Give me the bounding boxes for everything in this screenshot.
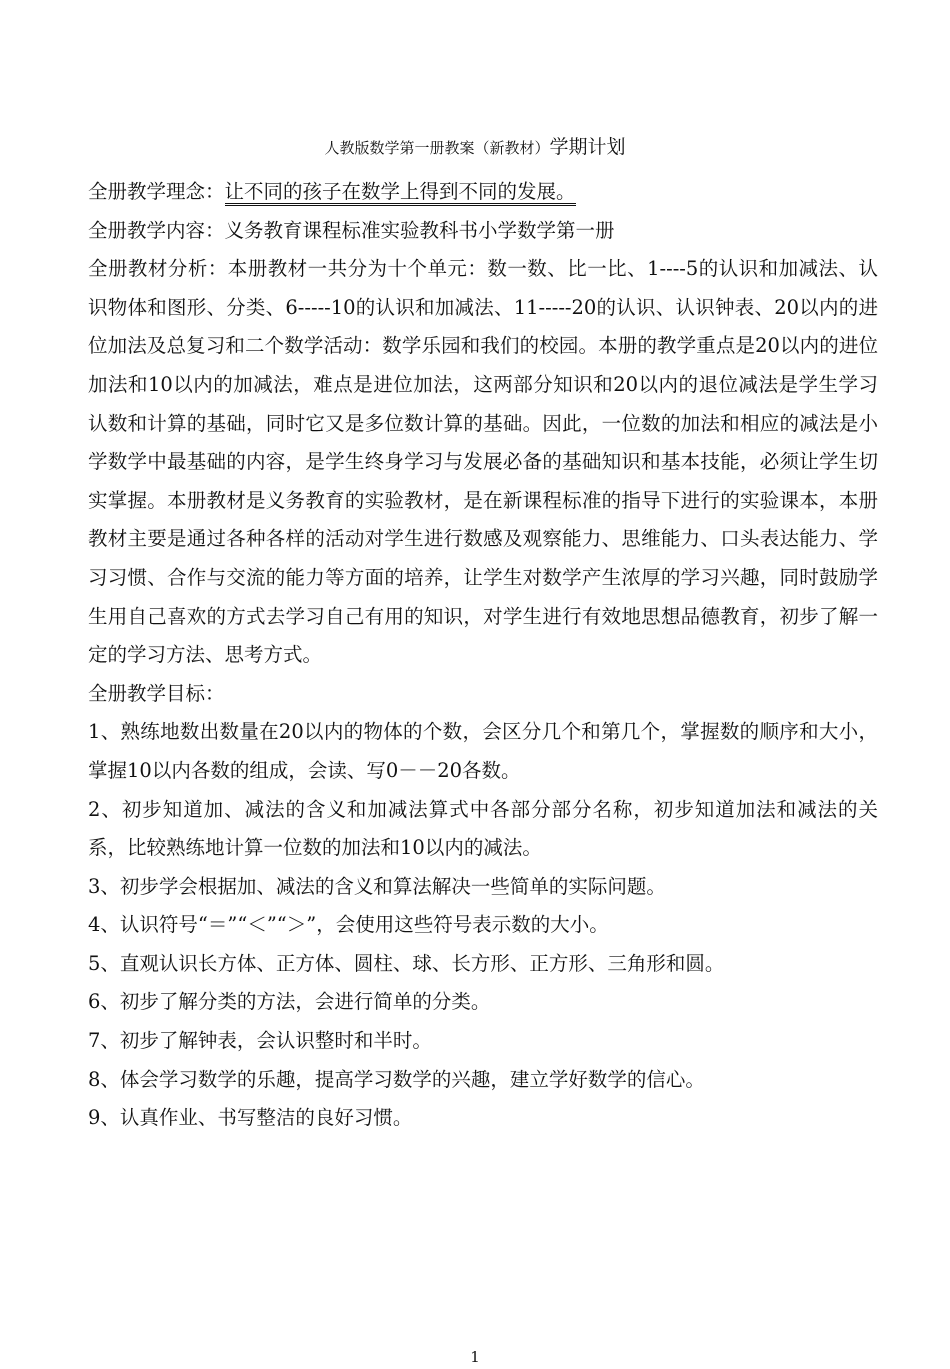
title-prefix: 人教版数学第一册教案（新教材） <box>324 139 550 157</box>
teaching-content <box>88 212 878 251</box>
document-title <box>0 133 950 162</box>
teaching-philosophy <box>88 173 878 212</box>
goal-item-8: 8、体会学习数学的乐趣，提高学习数学的兴趣，建立学好数学的信心。 <box>88 1067 705 1091</box>
document-body <box>88 173 878 1138</box>
title-main: 学期计划 <box>549 136 626 158</box>
teaching-philosophy-text: 让不同的孩子在数学上得到不同的发展。 <box>225 180 576 206</box>
goal-item-1: 1、熟练地数出数量在20以内的物体的个数，会区分几个和第几个，掌握数的顺序和大小，掌握10以内各数的组成，会读、写0－－20各数。 <box>88 720 878 782</box>
teaching-content-text: 义务教育课程标准实验教科书小学数学第一册 <box>224 218 615 242</box>
page-number: 1 <box>470 1348 480 1366</box>
goal-item-2: 2、初步知道加、减法的含义和加减法算式中各部分部分名称，初步知道加法和减法的关系，比较熟练地计算一位数的加法和10以内的减法。 <box>88 797 878 860</box>
goal-item-7: 7、初步了解钟表，会认识整时和半时。 <box>88 1029 432 1053</box>
goal-item-9: 9、认真作业、书写整洁的良好习惯。 <box>88 1106 413 1130</box>
teaching-philosophy-label: 全册教学理念： <box>88 180 225 203</box>
textbook-analysis: 全册教材分析：本册教材一共分为十个单元：数一数、比一比、1----5的认识和加减法、认识物体和图形、分类、6-----10的认识和加减法、11-----20的认识、认识钟表、20以内的进位加法及总复习和二个数学活动：数学乐园和我们的校园。本册的教学重点是20以内的进位加法和10以内的加减法，难点是进位加法，这两部分知识和20以内的退位减法是学生学习认数和计算的基础，同时它又是多位数计算的基础。因此，一位数的加法和相应的减法是小学数学中最基础的内容，是学生终身学习与发展必备的基础知识和基本技能，必须让学生切实掌握。本册教材是义务教育的实验教材，是在新课程标准的指导下进行的实验课本，本册教材主要是通过各种各样的活动对学生进行数感及观察能力、思维能力、口头表达能力、学习习惯、合作与交流的能力等方面的培养，让学生对数学产生浓厚的学习兴趣，同时鼓励学生用自己喜欢的方式去学习自己有用的知识，对学生进行有效地思想品德教育，初步了解一定的学习方法、思考方式。 <box>88 257 878 667</box>
goal-item-3: 3、初步学会根据加、减法的含义和算法解决一些简单的实际问题。 <box>88 874 666 898</box>
goals-heading: 全册教学目标： <box>88 681 225 705</box>
goal-item-5: 5、直观认识长方体、正方体、圆柱、球、长方形、正方形、三角形和圆。 <box>88 951 725 975</box>
goal-item-6: 6、初步了解分类的方法，会进行简单的分类。 <box>88 990 491 1014</box>
teaching-content-label: 全册教学内容： <box>88 218 225 242</box>
goal-item-4: 4、认识符号“＝”“＜”“＞”，会使用这些符号表示数的大小。 <box>88 913 609 937</box>
